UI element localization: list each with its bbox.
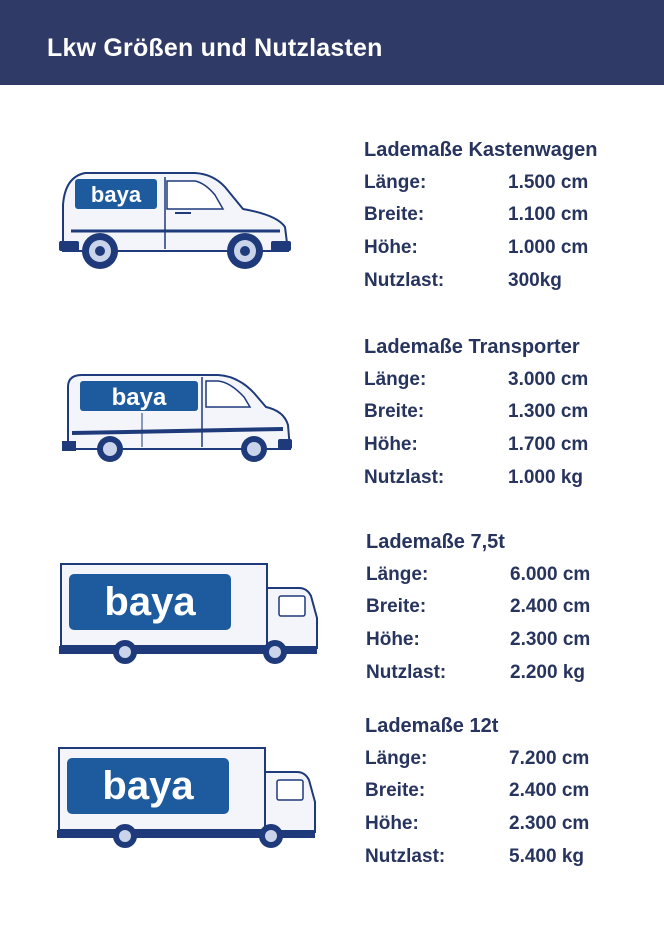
spec-row-laenge — [366, 565, 606, 589]
logo-text: baya — [104, 580, 196, 624]
spec-row-hoehe — [364, 238, 604, 262]
spec-label: Nutzlast: — [366, 662, 447, 683]
vehicle-section-transporter — [0, 327, 664, 507]
spec-value: 6.000 cm — [510, 564, 591, 585]
spec-row-breite — [366, 597, 606, 621]
caddy-van-illustration — [55, 165, 295, 275]
spec-value: 2.300 cm — [509, 813, 590, 834]
spec-label: Breite: — [365, 780, 426, 801]
spec-row-laenge — [365, 749, 605, 773]
vehicle-section-7-5t — [0, 522, 664, 702]
baya-logo — [69, 574, 231, 630]
spec-value: 3.000 cm — [508, 369, 589, 390]
truck-12t-illustration — [53, 744, 318, 854]
spec-label: Breite: — [366, 596, 427, 617]
spec-value: 1.300 cm — [508, 401, 589, 422]
spec-row-nutzlast — [366, 663, 606, 687]
baya-logo — [80, 381, 198, 411]
spec-value: 5.400 kg — [509, 846, 584, 867]
spec-row-nutzlast — [365, 847, 605, 871]
baya-logo — [75, 179, 157, 209]
spec-value: 1.500 cm — [508, 172, 589, 193]
spec-label: Breite: — [364, 204, 425, 225]
spec-value: 1.000 kg — [508, 467, 583, 488]
vehicle-heading: Lademaße Kastenwagen — [364, 139, 598, 161]
spec-value: 7.200 cm — [509, 748, 590, 769]
spec-value: 2.300 cm — [510, 629, 591, 650]
vehicle-heading: Lademaße 12t — [365, 715, 499, 737]
spec-value: 1.700 cm — [508, 434, 589, 455]
spec-label: Höhe: — [364, 434, 418, 455]
spec-value: 2.400 cm — [509, 780, 590, 801]
spec-value: 2.400 cm — [510, 596, 591, 617]
baya-logo — [67, 758, 229, 814]
spec-value: 2.200 kg — [510, 662, 585, 683]
logo-text: baya — [111, 384, 167, 411]
vehicle-heading: Lademaße Transporter — [364, 336, 580, 358]
truck-7-5t-illustration — [55, 560, 320, 670]
spec-row-nutzlast — [364, 468, 604, 492]
spec-label: Länge: — [366, 564, 429, 585]
spec-label: Nutzlast: — [364, 467, 445, 488]
vehicle-section-12t — [0, 706, 664, 886]
spec-label: Länge: — [365, 748, 428, 769]
spec-row-hoehe — [365, 814, 605, 838]
spec-row-hoehe — [364, 435, 604, 459]
spec-label: Höhe: — [365, 813, 419, 834]
logo-text: baya — [102, 764, 194, 808]
spec-row-nutzlast — [364, 271, 604, 295]
spec-label: Nutzlast: — [364, 270, 445, 291]
spec-label: Höhe: — [366, 629, 420, 650]
spec-label: Höhe: — [364, 237, 418, 258]
spec-row-hoehe — [366, 630, 606, 654]
spec-row-laenge — [364, 370, 604, 394]
spec-value: 1.100 cm — [508, 204, 589, 225]
page-title: Lkw Größen und Nutzlasten — [47, 34, 383, 62]
spec-label: Länge: — [364, 369, 427, 390]
spec-row-breite — [364, 402, 604, 426]
spec-label: Nutzlast: — [365, 846, 446, 867]
spec-label: Breite: — [364, 401, 425, 422]
spec-row-breite — [365, 781, 605, 805]
spec-label: Länge: — [364, 172, 427, 193]
spec-row-breite — [364, 205, 604, 229]
spec-value: 300kg — [508, 270, 562, 291]
vehicle-heading: Lademaße 7,5t — [366, 531, 505, 553]
spec-row-laenge — [364, 173, 604, 197]
transporter-van-illustration — [58, 367, 298, 467]
spec-value: 1.000 cm — [508, 237, 589, 258]
logo-text: baya — [90, 182, 142, 207]
page-header — [0, 0, 664, 85]
vehicle-section-kastenwagen — [0, 130, 664, 310]
